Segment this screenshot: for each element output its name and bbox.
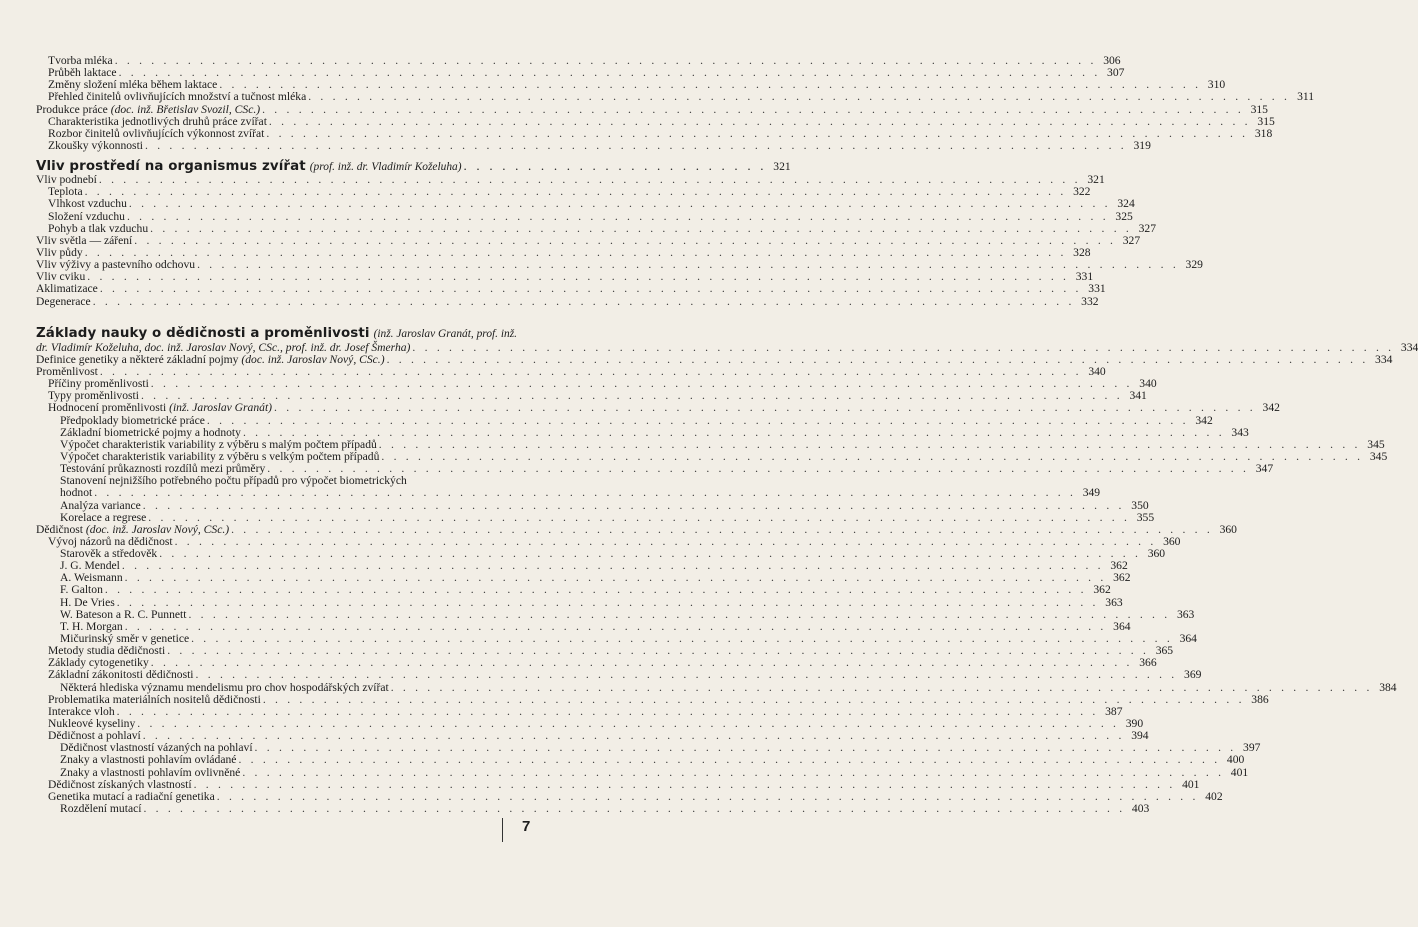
toc-entry-page: 387 [1105, 704, 1123, 718]
toc-entry-page: 306 [1103, 54, 1121, 67]
toc-entry-page: 355 [1136, 510, 1155, 524]
toc-entry-title: Základní biometrické pojmy a hodnoty [60, 425, 241, 439]
toc-entry-page: 360 [1219, 522, 1237, 536]
toc-entry-page: 342 [1262, 401, 1280, 415]
toc-entry-page: 321 [1087, 173, 1105, 187]
toc-entry-page: 401 [1182, 777, 1200, 791]
toc-entry-page: 386 [1251, 692, 1269, 706]
toc-entry-page: 402 [1205, 789, 1223, 803]
toc-entry-title: W. Bateson a R. C. Punnett [60, 607, 187, 621]
toc-entry-page: 350 [1131, 498, 1149, 512]
toc-entry-title: Vliv cviku [36, 270, 86, 284]
toc-entry-title-continued: hodnot [60, 486, 93, 500]
toc-entry-page: 369 [1184, 668, 1202, 682]
toc-entry-author: (doc. inž. Jaroslav Nový, CSc.) [241, 352, 385, 366]
toc-entry-page: 349 [1082, 486, 1101, 500]
chapter-page: 334 [1400, 340, 1418, 354]
toc-entry-title: Základní zákonitosti dědičnosti [48, 668, 194, 682]
toc-entry-page: 362 [1113, 571, 1131, 585]
toc-entry-title: Nukleové kyseliny [48, 717, 136, 731]
toc-entry-title: H. De Vries [60, 595, 115, 609]
toc-entry-title: Vývoj názorů na dědičnost [48, 534, 173, 548]
toc-entry-page: 360 [1163, 534, 1181, 548]
toc-entry-title: Aklimatizace [36, 282, 98, 296]
toc-entry-title: Vliv podnebí [36, 173, 97, 187]
toc-entry-title: Metody studia dědičnosti [48, 644, 166, 658]
toc-entry-page: 401 [1230, 765, 1249, 779]
toc-entry-page: 343 [1231, 425, 1249, 439]
chapter-title: Základy nauky o dědičnosti a proměnlivosti [36, 325, 370, 341]
toc-entry-title: Znaky a vlastnosti pohlavím ovládané [60, 753, 237, 767]
toc-entry-title: J. G. Mendel [60, 559, 120, 573]
toc-entry-page: 340 [1139, 377, 1157, 391]
toc-entry-title: Genetika mutací a radiační genetika [48, 789, 215, 803]
toc-entry-title: Výpočet charakteristik variability z výběru s velkým počtem případů [60, 449, 380, 463]
page-number-rule [502, 818, 503, 842]
toc-entry-title: Proměnlivost [36, 364, 98, 378]
toc-entry-page: 311 [1297, 90, 1315, 104]
toc-entry-page: 328 [1073, 245, 1091, 259]
toc-entry-page: 397 [1243, 741, 1261, 755]
toc-entry-title: Degenerace [36, 294, 91, 308]
table-of-contents [36, 54, 1418, 816]
toc-entry-title: Rozbor činitelů ovlivňujících výkonnost zvířat [48, 126, 265, 140]
toc-entry-title: Zkoušky výkonnosti [48, 138, 144, 152]
toc-entry-page: 363 [1176, 607, 1195, 621]
toc-entry-page: 364 [1179, 632, 1197, 646]
toc-entry-title: Dědičnost získaných vlastností [48, 777, 192, 791]
toc-entry-page: 310 [1207, 78, 1226, 92]
toc-entry-title: Vliv světla — záření [36, 233, 133, 247]
toc-entry-title: Problematika materiálních nositelů dědičnosti [48, 692, 261, 706]
toc-section-top [36, 54, 1315, 152]
toc-entry-title: Vliv půdy [36, 245, 83, 259]
toc-entry [36, 138, 1151, 152]
toc-entry-author: (inž. Jaroslav Granát) [169, 401, 273, 415]
chapter-heading-heredity [36, 326, 536, 342]
toc-entry [36, 282, 1106, 296]
toc-entry-title: Stanovení nejnižšího potřebného počtu případů pro výpočet biometrických [60, 474, 407, 488]
chapter-author: (prof. inž. dr. Vladimír Koželuha) [309, 161, 462, 174]
page-number: 7 [522, 818, 531, 835]
toc-entry-page: 365 [1155, 644, 1174, 658]
chapter-title: Vliv prostředí na organismus zvířat [36, 159, 306, 175]
toc-entry-title: Analýza variance [60, 498, 141, 512]
toc-section-heredity [36, 352, 1397, 816]
toc-entry-page: 307 [1107, 66, 1125, 80]
toc-entry-page: 342 [1195, 413, 1213, 427]
toc-entry-page: 332 [1081, 294, 1099, 308]
toc-entry-page: 362 [1110, 559, 1128, 573]
toc-entry-page: 394 [1131, 729, 1149, 743]
toc-entry-title: Starověk a středověk [60, 547, 158, 561]
toc-entry-title: Některá hlediska významu mendelismu pro chov hospodářských zvířat [60, 680, 389, 694]
toc-entry-page: 331 [1088, 282, 1106, 296]
toc-entry-page: 341 [1129, 389, 1147, 403]
toc-entry-page: 403 [1131, 802, 1150, 816]
toc-entry-page: 319 [1133, 138, 1151, 152]
toc-section-environment [36, 173, 1203, 308]
toc-entry-author: (doc. inž. Jaroslav Nový, CSc.) [85, 522, 230, 536]
toc-entry-page: 384 [1379, 680, 1397, 694]
toc-entry-page: 345 [1369, 449, 1388, 463]
toc-entry-title: Předpoklady biometrické práce [60, 413, 205, 427]
toc-entry-title: Dědičnost (doc. inž. Jaroslav Nový, CSc.) [36, 522, 230, 536]
toc-entry-title: Mičurinský směr v genetice [60, 632, 190, 646]
toc-entry-title: T. H. Morgan [60, 619, 123, 633]
toc-entry-page: 324 [1117, 197, 1135, 211]
toc-entry-page: 345 [1367, 437, 1385, 451]
toc-entry-page: 366 [1139, 656, 1157, 670]
toc-entry-page: 325 [1115, 209, 1133, 223]
toc-entry-page: 340 [1088, 364, 1106, 378]
toc-entry-title: Vlhkost vzduchu [48, 197, 127, 211]
toc-entry-title: Teplota [48, 185, 83, 199]
toc-entry-title: Produkce práce (doc. inž. Břetislav Svozil, CSc.) [36, 102, 261, 116]
toc-entry-title: Dědičnost a pohlaví [48, 729, 141, 743]
toc-entry-title: Korelace a regrese [60, 510, 147, 524]
toc-entry-page: 318 [1254, 126, 1273, 140]
toc-entry-page: 390 [1125, 717, 1144, 731]
toc-entry-title: Rozdělení mutací [60, 802, 142, 816]
toc-entry-title: F. Galton [60, 583, 103, 597]
toc-entry-page: 315 [1250, 102, 1268, 116]
toc-entry-title: Přehled činitelů ovlivňujících množství a tučnost mléka [48, 90, 307, 104]
toc-entry-page: 360 [1147, 547, 1166, 561]
toc-entry-page: 334 [1375, 352, 1393, 366]
toc-entry-title: Výpočet charakteristik variability z výběru s malým počtem případů [60, 437, 377, 451]
chapter-author-continued: dr. Vladimír Koželuha, doc. inž. Jaroslav Nový, CSc., prof. inž. dr. Josef Šmerha) [36, 340, 411, 354]
toc-entry-author: (doc. inž. Břetislav Svozil, CSc.) [110, 102, 261, 116]
toc-entry-page: 400 [1226, 753, 1245, 767]
toc-entry-title: Charakteristika jednotlivých druhů práce zvířat [48, 114, 267, 128]
toc-entry-title: Příčiny proměnlivosti [48, 377, 149, 391]
toc-entry-title: Pohyb a tlak vzduchu [48, 221, 149, 235]
toc-entry-title: Složení vzduchu [48, 209, 125, 223]
chapter-page: 321 [773, 160, 791, 174]
chapter-author: (inž. Jaroslav Granát, prof. inž. [373, 327, 518, 340]
toc-entry-page: 315 [1257, 114, 1275, 128]
chapter-heading-environment [36, 158, 791, 175]
toc-entry-title: A. Weismann [60, 571, 123, 585]
toc-entry-title: Dědičnost vlastností vázaných na pohlaví [60, 741, 253, 755]
toc-entry-page: 347 [1255, 462, 1274, 476]
toc-entry-title: Hodnocení proměnlivosti (inž. Jaroslav Granát) [48, 401, 273, 415]
toc-entry-page: 327 [1138, 221, 1156, 235]
toc-entry-title: Průběh laktace [48, 66, 117, 80]
toc-entry-page: 331 [1075, 270, 1094, 284]
toc-entry-title: Definice genetiky a některé základní pojmy (doc. inž. Jaroslav Nový, CSc.) [36, 352, 385, 366]
toc-entry-title: Tvorba mléka [48, 54, 113, 67]
toc-entry-page: 327 [1122, 233, 1141, 247]
toc-entry-title: Testování průkaznosti rozdílů mezi průměry [60, 462, 266, 476]
toc-entry-title: Vliv výživy a pastevního odchovu [36, 258, 196, 272]
toc-entry-page: 322 [1073, 185, 1091, 199]
toc-entry-page: 364 [1113, 619, 1131, 633]
toc-entry-title: Základy cytogenetiky [48, 656, 149, 670]
toc-entry-title: Typy proměnlivosti [48, 389, 139, 403]
toc-entry [36, 802, 1150, 816]
toc-entry-title: Znaky a vlastnosti pohlavím ovlivněné [60, 765, 241, 779]
toc-entry-page: 329 [1185, 258, 1203, 272]
toc-entry-title: Interakce vloh [48, 704, 115, 718]
toc-entry-page: 363 [1105, 595, 1123, 609]
toc-entry-title: Změny složení mléka během laktace [48, 78, 218, 92]
toc-entry [36, 294, 1099, 308]
toc-entry-page: 362 [1093, 583, 1111, 597]
